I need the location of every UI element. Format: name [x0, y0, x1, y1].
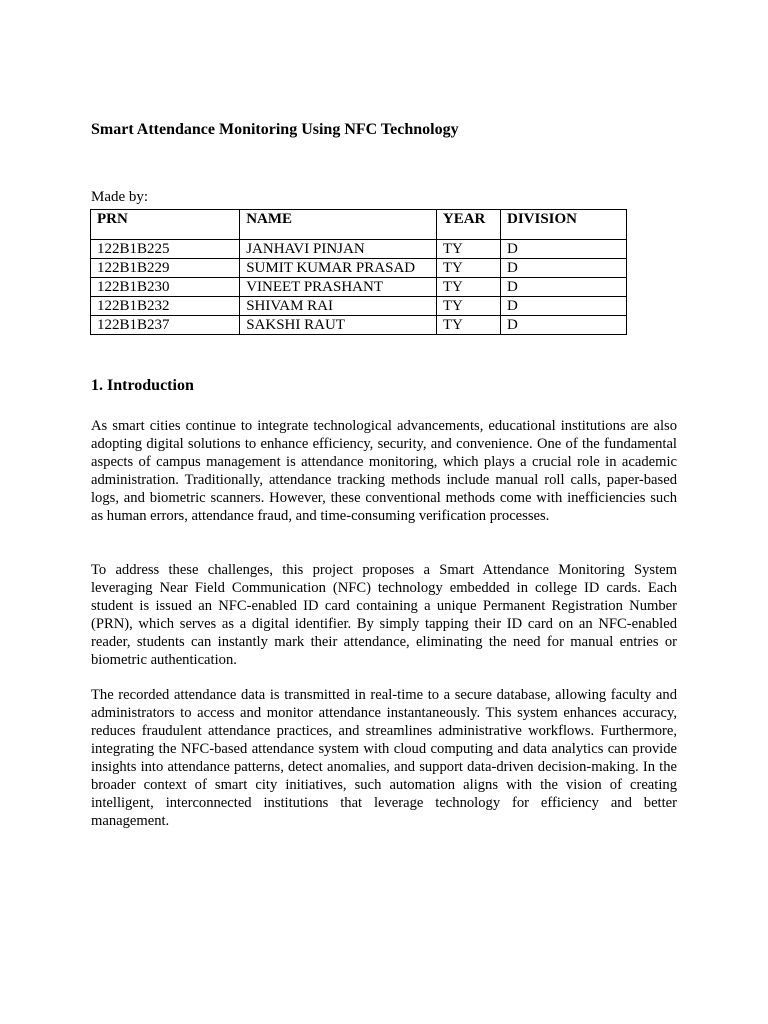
- cell-prn: 122B1B230: [91, 278, 240, 297]
- header-division: DIVISION: [500, 210, 626, 240]
- cell-name: SAKSHI RAUT: [240, 316, 437, 335]
- cell-prn: 122B1B229: [91, 259, 240, 278]
- cell-name: SUMIT KUMAR PRASAD: [240, 259, 437, 278]
- cell-name: SHIVAM RAI: [240, 297, 437, 316]
- section-heading-introduction: 1. Introduction: [91, 377, 194, 394]
- header-prn: PRN: [91, 210, 240, 240]
- made-by-label: Made by:: [91, 189, 149, 205]
- cell-division: D: [500, 316, 626, 335]
- cell-division: D: [500, 278, 626, 297]
- paragraph: The recorded attendance data is transmitted in real-time to a secure database, allowing faculty and administrators to access and monitor attendance instantaneously. This system enhances accuracy, reduces fraudulent attendance practices, and streamlines administrative workflows. Furthermore, integrating the NFC-based attendance system with cloud computing and data analytics can provide insights into attendance patterns, detect anomalies, and support data-driven decision-making. In the broader context of smart city initiatives, such automation aligns with the vision of creating intelligent, interconnected institutions that leverage technology for efficiency and better management.: [91, 687, 677, 829]
- cell-prn: 122B1B225: [91, 240, 240, 259]
- header-name: NAME: [240, 210, 437, 240]
- table-row: [91, 278, 627, 297]
- paragraph: To address these challenges, this project proposes a Smart Attendance Monitoring System leveraging Near Field Communication (NFC) technology embedded in college ID cards. Each student is issued an NFC-enabled ID card containing a unique Permanent Registration Number (PRN), which serves as a digital identifier. By simply tapping their ID card on an NFC-enabled reader, students can instantly mark their attendance, eliminating the need for manual entries or biometric authentication.: [91, 562, 677, 668]
- header-year: YEAR: [436, 210, 500, 240]
- paragraph: As smart cities continue to integrate technological advancements, educational institutions are also adopting digital solutions to enhance efficiency, security, and convenience. One of the fundamental aspects of campus management is attendance monitoring, which plays a crucial role in academic administration. Traditionally, attendance tracking methods include manual roll calls, paper-based logs, and biometric scanners. However, these conventional methods come with inefficiencies such as human errors, attendance fraud, and time-consuming verification processes.: [91, 418, 677, 524]
- cell-division: D: [500, 297, 626, 316]
- cell-prn: 122B1B232: [91, 297, 240, 316]
- cell-year: TY: [436, 316, 500, 335]
- cell-year: TY: [436, 297, 500, 316]
- cell-division: D: [500, 240, 626, 259]
- cell-year: TY: [436, 259, 500, 278]
- table-row: [91, 259, 627, 278]
- cell-name: JANHAVI PINJAN: [240, 240, 437, 259]
- table-header-row: [91, 210, 627, 240]
- members-table: [90, 209, 627, 335]
- cell-prn: 122B1B237: [91, 316, 240, 335]
- cell-name: VINEET PRASHANT: [240, 278, 437, 297]
- table-row: [91, 297, 627, 316]
- cell-year: TY: [436, 240, 500, 259]
- table-row: [91, 240, 627, 259]
- cell-division: D: [500, 259, 626, 278]
- document-title: Smart Attendance Monitoring Using NFC Technology: [91, 121, 459, 138]
- cell-year: TY: [436, 278, 500, 297]
- table-row: [91, 316, 627, 335]
